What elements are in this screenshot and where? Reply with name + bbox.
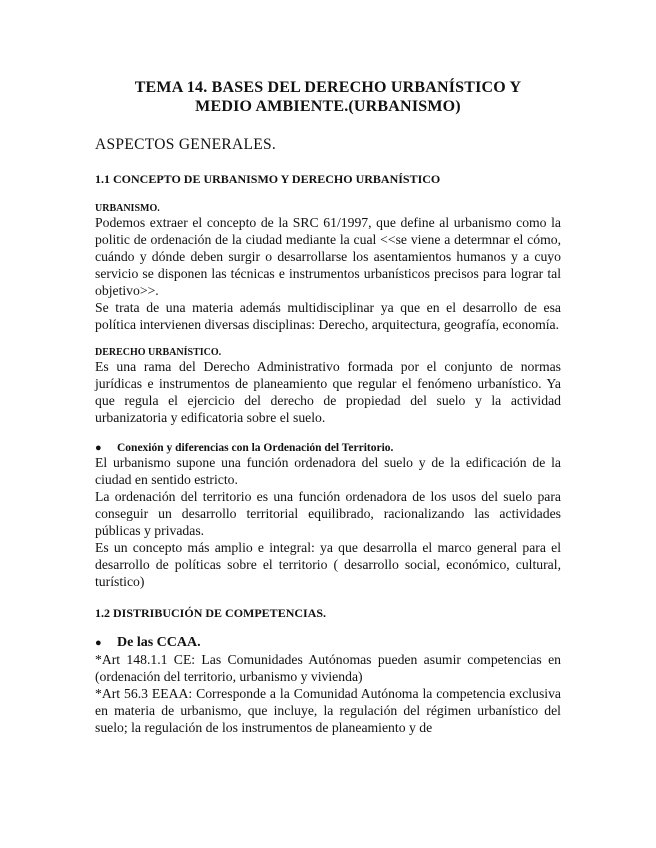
bullet-ccaa [95,635,561,651]
document-page [95,78,561,736]
subsection-heading-1-1: 1.1 CONCEPTO DE URBANISMO Y DERECHO URBANÍSTICO [95,172,441,186]
ccaa-paragraph-2: *Art 56.3 EEAA: Corresponde a la Comunidad Autónoma la competencia exclusiva en materia de urbanismo, que incluye, la regulación del régimen urbanístico del suelo; la regulación de los instrumentos de planeamiento y de [95,686,561,735]
urbanismo-paragraph-1: Podemos extraer el concepto de la SRC 61/1997, que define al urbanismo como la politic de ordenación de la ciudad mediante la cual <<se viene a determnar el cómo, cuándo y dónde deben surgir o desarrollarse los asentamientos humanos y a cuyo servicio se disponen las técnicas e instrumentos urbanísticos precisos para lograr tal objetivo>>. [95,215,561,298]
urbanismo-label: URBANISMO. [95,203,160,214]
title-line-2: MEDIO AMBIENTE.(URBANISMO) [195,98,461,115]
subsection-heading-1-2: 1.2 DISTRIBUCIÓN DE COMPETENCIAS. [95,606,327,620]
title-line-1: TEMA 14. BASES DEL DERECHO URBANÍSTICO Y [134,79,522,96]
section-heading: ASPECTOS GENERALES. [95,136,277,153]
bullet-icon: ● [95,637,102,649]
bullet-conexion [95,442,561,454]
bullet-icon: ● [95,442,102,454]
conexion-paragraph-1: El urbanismo supone una función ordenadora del suelo y de la edificación de la ciudad en sentido estricto. [95,455,561,487]
ccaa-paragraph-1: *Art 148.1.1 CE: Las Comunidades Autónomas pueden asumir competencias en (ordenación del territorio, urbanismo y vivienda) [95,652,561,684]
bullet-ccaa-label: De las CCAA. [117,635,201,650]
derecho-paragraph-1: Es una rama del Derecho Administrativo formada por el conjunto de normas jurídicas e instrumentos de planeamiento que regular el fenómeno urbanístico. Ya que regula el ejercicio del derecho de propiedad del suelo y la actividad urbanizatoria y edificatoria sobre el suelo. [95,359,561,425]
conexion-paragraph-2: La ordenación del territorio es una función ordenadora de los usos del suelo para conseguir un desarrollo territorial equilibrado, racionalizando las actividades públicas y privadas. [95,489,561,538]
urbanismo-paragraph-2: Se trata de una materia además multidisciplinar ya que en el desarrollo de esa política intervienen diversas disciplinas: Derecho, arquitectura, geografía, economía. [95,300,561,332]
document-title [95,78,561,116]
conexion-paragraph-3: Es un concepto más amplio e integral: ya que desarrolla el marco general para el desarrollo de políticas sobre el territorio ( desarrollo social, económico, cultural, turístico) [95,540,561,589]
derecho-urbanistico-label: DERECHO URBANÍSTICO. [95,347,222,358]
bullet-conexion-label: Conexión y diferencias con la Ordenación del Territorio. [117,442,394,454]
